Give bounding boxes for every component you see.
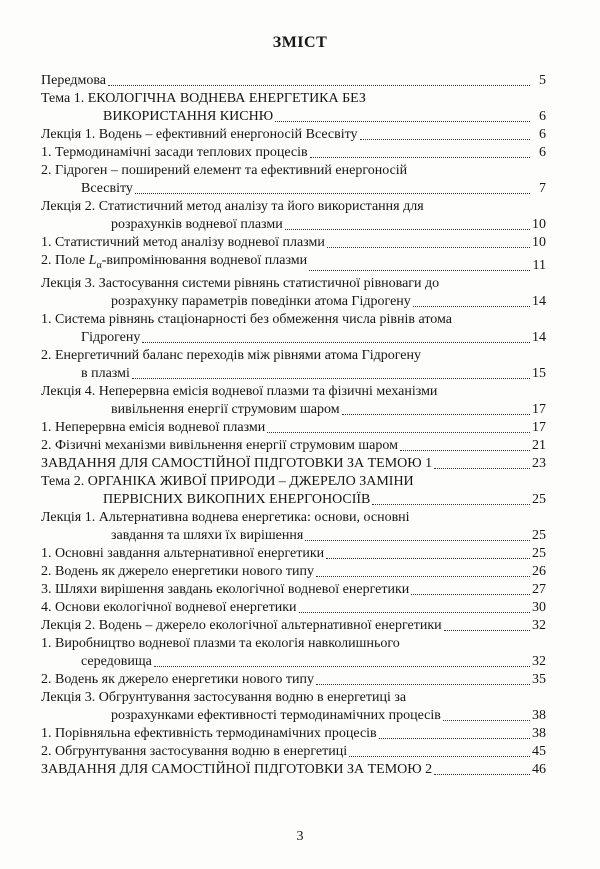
toc-entry-line xyxy=(41,144,546,162)
toc-entry-title: Передмова xyxy=(41,73,106,88)
toc-entry-title-continued: Гідрогену xyxy=(81,329,141,345)
toc-entry-title-continued: ПЕРВІСНИХ ВИКОПНИХ ЕНЕРГОНОСІЇВ xyxy=(103,491,371,507)
toc-entry-line xyxy=(41,725,546,743)
toc-entry-title: 2. Водень як джерело енергетики нового типу xyxy=(41,563,315,579)
math-subscript: α xyxy=(96,259,102,271)
toc-page-number: 10 xyxy=(532,217,546,232)
toc-page-number: 7 xyxy=(539,181,546,196)
toc-entry-line xyxy=(41,419,546,437)
toc-entry-line xyxy=(41,671,546,689)
toc-page-number: 15 xyxy=(532,365,546,381)
toc-entry-title: 2. Обгрунтування застосування водню в енергетиці xyxy=(41,743,348,759)
leader-dots xyxy=(135,193,530,194)
page-number: 3 xyxy=(296,829,304,844)
toc-page-number: 38 xyxy=(532,707,546,723)
toc-entry-line xyxy=(41,401,546,419)
toc-entry xyxy=(41,599,546,617)
toc-page-number: 5 xyxy=(539,73,546,88)
toc-entry xyxy=(41,581,546,599)
toc-entry-title-continued: ВИКОРИСТАННЯ КИСНЮ xyxy=(103,109,274,124)
toc-entry-line xyxy=(41,126,546,144)
toc-entry-line xyxy=(41,383,546,401)
toc-entry-line xyxy=(41,455,546,473)
leader-dots xyxy=(275,121,530,122)
toc-entry-line xyxy=(41,180,546,198)
leader-dots xyxy=(342,414,530,415)
toc-entry xyxy=(41,635,546,671)
toc-page-number: 26 xyxy=(532,563,546,579)
toc-entry xyxy=(41,437,546,455)
toc-entry-title: 1. Статистичний метод аналізу водневої плазми xyxy=(41,235,325,250)
toc-entry xyxy=(41,419,546,437)
toc-page-number: 14 xyxy=(532,293,546,309)
leader-dots xyxy=(316,684,530,685)
toc-page-number: 27 xyxy=(532,581,546,597)
toc-page-number: 17 xyxy=(532,401,546,417)
toc-entry-title: Лекція 3. Застосування системи рівнянь статистичної рівноваги до xyxy=(41,275,440,291)
toc-entry xyxy=(41,689,546,725)
leader-dots xyxy=(444,630,530,631)
math-symbol: L xyxy=(88,253,97,268)
toc-entry-line xyxy=(41,311,546,329)
leader-dots xyxy=(372,504,530,505)
toc-entry xyxy=(41,545,546,563)
toc-entry xyxy=(41,743,546,761)
toc-entry xyxy=(41,383,546,419)
leader-dots xyxy=(379,738,530,739)
toc-entry-title-continued: розрахунку параметрів поведінки атома Гідрогену xyxy=(111,293,411,309)
toc-entry xyxy=(41,234,546,252)
toc-entry xyxy=(41,509,546,545)
leader-dots xyxy=(267,432,530,433)
toc-entry-title: 1. Система рівнянь стаціонарності без обмеження числа рівнів атома xyxy=(41,311,453,327)
toc-entry-title: 2. Гідроген – поширений елемент та ефективний енергоносій xyxy=(41,163,408,178)
toc-entry-line xyxy=(41,743,546,761)
toc-page-number: 46 xyxy=(532,761,546,777)
toc-entry-line xyxy=(41,473,546,491)
leader-dots xyxy=(132,378,530,379)
leader-dots xyxy=(310,157,530,158)
toc-entry-title: ЗАВДАННЯ ДЛЯ САМОСТІЙНОЇ ПІДГОТОВКИ ЗА ТЕМОЮ 1 xyxy=(41,455,433,471)
toc-entry-line xyxy=(41,653,546,671)
toc-page-number: 25 xyxy=(532,491,546,507)
toc-entry-title: 1. Основні завдання альтернативної енергетики xyxy=(41,545,325,561)
toc-entry-line xyxy=(41,599,546,617)
toc-page-number: 25 xyxy=(532,527,546,543)
leader-dots xyxy=(154,666,530,667)
toc-entry xyxy=(41,671,546,689)
leader-dots xyxy=(360,139,530,140)
toc-entry-line xyxy=(41,707,546,725)
toc-entry-title: Лекція 1. Водень – ефективний енергоносій Всесвіту xyxy=(41,127,358,142)
leader-dots xyxy=(434,468,530,469)
toc-entry-line xyxy=(41,72,546,90)
toc-entry-title: 2. Енергетичний баланс переходів між рівнями атома Гідрогену xyxy=(41,347,422,363)
toc-entry-line xyxy=(41,275,546,293)
leader-dots xyxy=(316,576,530,577)
toc-entry-line xyxy=(41,216,546,234)
toc-entry-title-continued: Всесвіту xyxy=(81,181,133,196)
toc-entry-title: Лекція 2. Статистичний метод аналізу та його використання для xyxy=(41,199,424,214)
toc-entry-title: 1. Неперервна емісія водневої плазми xyxy=(41,419,266,435)
toc-entry-line xyxy=(41,437,546,455)
toc-entry-title-continued: в плазмі xyxy=(81,365,130,381)
toc-page-number: 21 xyxy=(532,437,546,453)
toc-page-number: 6 xyxy=(539,145,546,160)
toc-entry-title: Лекція 3. Обгрунтування застосування водню в енергетиці за xyxy=(41,689,407,705)
toc-entry-line xyxy=(41,491,546,509)
toc-entry-line xyxy=(41,329,546,347)
leader-dots xyxy=(413,306,530,307)
toc-entry-line xyxy=(41,545,546,563)
toc-page-number: 25 xyxy=(532,545,546,561)
toc-entry xyxy=(41,144,546,162)
toc-entry-title: Лекція 4. Неперервна емісія водневої плазми та фізичні механізми xyxy=(41,383,438,399)
page-title: ЗМІСТ xyxy=(272,34,328,51)
toc-entry-line xyxy=(41,617,546,635)
toc-entry xyxy=(41,473,546,509)
toc-entry-title-continued: завдання та шляхи їх вирішення xyxy=(111,527,304,543)
toc-entry-title-continued: вивільнення енергії струмовим шаром xyxy=(111,401,340,417)
toc-page-number: 23 xyxy=(532,455,546,471)
toc-entry-line xyxy=(41,509,546,527)
leader-dots xyxy=(285,229,530,230)
leader-dots xyxy=(411,594,530,595)
toc-entry xyxy=(41,275,546,311)
toc-page-number: 30 xyxy=(532,599,546,615)
toc-entry-line xyxy=(41,581,546,599)
leader-dots xyxy=(443,720,530,721)
toc-entry-line xyxy=(41,162,546,180)
toc-entry xyxy=(41,761,546,779)
leader-dots xyxy=(108,85,530,86)
toc-entry-title-continued: середовища xyxy=(81,653,152,669)
leader-dots xyxy=(305,540,530,541)
toc-page-number: 11 xyxy=(532,257,546,273)
toc-entry-title: 2. Фізичні механізми вивільнення енергії струмовим шаром xyxy=(41,437,398,453)
toc-entry-line xyxy=(41,347,546,365)
toc-entry xyxy=(41,725,546,743)
toc-entry-line xyxy=(41,761,546,779)
leader-dots xyxy=(142,342,530,343)
toc-entry xyxy=(41,72,546,90)
toc-entry-rest: -випромінювання водневої плазми xyxy=(101,253,308,268)
leader-dots xyxy=(327,247,530,248)
toc-entry-line xyxy=(41,293,546,311)
toc-page-number: 38 xyxy=(532,725,546,741)
toc-entry-prefix: 2. Поле xyxy=(41,253,89,268)
toc-entry xyxy=(41,252,546,275)
toc-page-number: 32 xyxy=(532,653,546,669)
toc-entry-line xyxy=(41,198,546,216)
table-of-contents xyxy=(41,72,546,779)
toc-entry xyxy=(41,347,546,383)
toc-page-number: 32 xyxy=(532,617,546,633)
toc-entry xyxy=(41,617,546,635)
toc-entry-title: 1. Виробництво водневої плазми та екологія навколишнього xyxy=(41,635,400,651)
toc-page-number: 10 xyxy=(532,235,546,250)
toc-page-number: 17 xyxy=(532,419,546,435)
toc-entry-title: 1. Порівняльна ефективність термодинамічних процесів xyxy=(41,725,377,741)
toc-entry xyxy=(41,162,546,198)
toc-entry-title: Тема 1. ЕКОЛОГІЧНА ВОДНЕВА ЕНЕРГЕТИКА БЕЗ xyxy=(41,91,366,106)
toc-page-number: 45 xyxy=(532,743,546,759)
toc-entry-title: ЗАВДАННЯ ДЛЯ САМОСТІЙНОЇ ПІДГОТОВКИ ЗА ТЕМОЮ 2 xyxy=(41,761,433,777)
toc-entry-line xyxy=(41,90,546,108)
toc-entry-line xyxy=(41,252,546,275)
leader-dots xyxy=(326,558,530,559)
toc-entry-title-continued: розрахунками ефективності термодинамічних процесів xyxy=(111,707,441,723)
toc-entry-title-continued: розрахунків водневої плазми xyxy=(111,217,283,232)
toc-entry xyxy=(41,198,546,234)
toc-entry xyxy=(41,563,546,581)
toc-entry-title: Лекція 1. Альтернативна воднева енергетика: основи, основні xyxy=(41,509,410,525)
toc-entry-line xyxy=(41,234,546,252)
toc-entry-title: Лекція 2. Водень – джерело екологічної альтернативної енергетики xyxy=(41,617,442,633)
toc-page-number: 6 xyxy=(539,109,546,124)
toc-entry-line xyxy=(41,635,546,653)
leader-dots xyxy=(349,756,530,757)
leader-dots xyxy=(400,450,530,451)
toc-entry xyxy=(41,90,546,126)
toc-page-number: 14 xyxy=(532,329,546,345)
toc-entry-title: 1. Термодинамічні засади теплових процесів xyxy=(41,145,308,160)
leader-dots xyxy=(434,774,530,775)
toc-entry xyxy=(41,455,546,473)
toc-entry-line xyxy=(41,563,546,581)
toc-entry-title: 3. Шляхи вирішення завдань екологічної водневої енергетики xyxy=(41,581,410,597)
leader-dots xyxy=(299,612,530,613)
toc-entry xyxy=(41,311,546,347)
toc-entry-title: 4. Основи екологічної водневої енергетики xyxy=(41,599,297,615)
toc-page-number: 6 xyxy=(539,127,546,142)
leader-dots xyxy=(309,270,530,271)
toc-entry-line xyxy=(41,689,546,707)
toc-page-number: 35 xyxy=(532,671,546,687)
toc-entry xyxy=(41,126,546,144)
toc-entry-line xyxy=(41,527,546,545)
toc-entry-title: Тема 2. ОРГАНІКА ЖИВОЇ ПРИРОДИ – ДЖЕРЕЛО ЗАМІНИ xyxy=(41,473,414,489)
toc-entry-line xyxy=(41,365,546,383)
toc-entry-title: 2. Водень як джерело енергетики нового типу xyxy=(41,671,315,687)
toc-entry-line xyxy=(41,108,546,126)
toc-entry-title xyxy=(41,252,307,275)
